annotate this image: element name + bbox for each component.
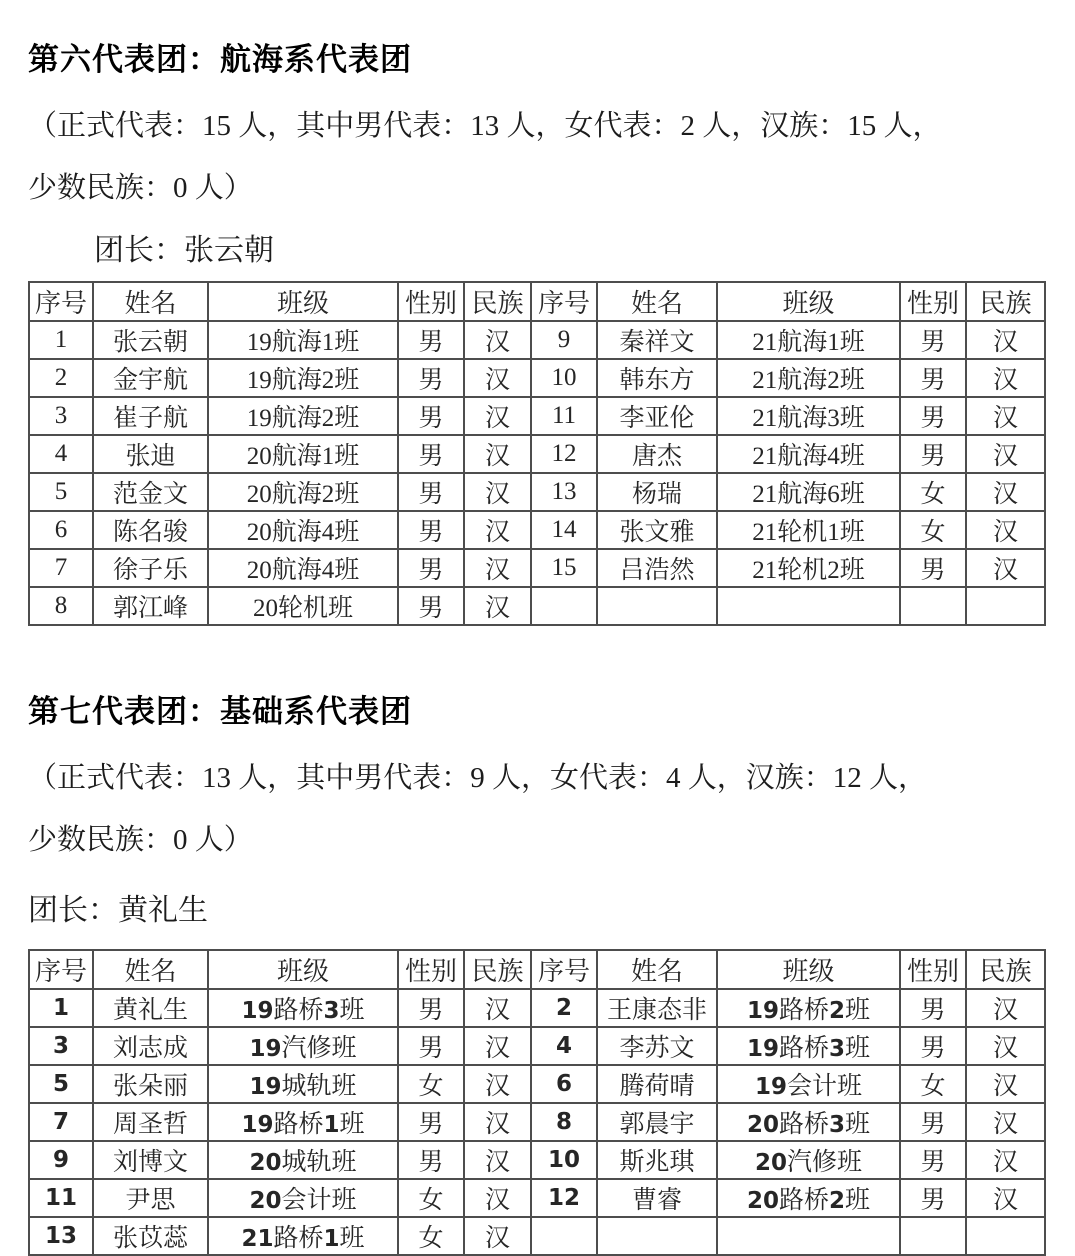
- table-cell: [717, 1217, 900, 1255]
- table-cell: [531, 397, 597, 435]
- table-cell: 范金文: [93, 473, 208, 511]
- numeric-text: 21: [752, 481, 778, 508]
- numeric-text: 21: [752, 367, 778, 394]
- table-cell: 男: [900, 1027, 966, 1065]
- numeric-text: 21: [752, 329, 778, 356]
- numeric-text: 10: [551, 364, 577, 391]
- table-row: [29, 587, 1045, 625]
- numeric-text: 19: [246, 329, 272, 356]
- table-cell: 女: [398, 1217, 464, 1255]
- table-cell: 王康态非: [597, 989, 717, 1027]
- table-cell: 男: [900, 989, 966, 1027]
- numeric-text: 8: [555, 1109, 572, 1135]
- numeric-text: 6: [54, 516, 68, 543]
- numeric-text: 19: [746, 998, 779, 1024]
- table-cell: 汉: [966, 549, 1045, 587]
- numeric-text: 2: [829, 998, 846, 1024]
- table-cell: 汉: [464, 321, 531, 359]
- table-cell: [717, 587, 900, 625]
- summary-line-2: 少数民族：0 人）: [28, 172, 253, 204]
- numeric-text: 1: [827, 329, 840, 356]
- header-cell: 班级: [208, 950, 398, 989]
- table-cell: 李苏文: [597, 1027, 717, 1065]
- numeric-text: 2: [54, 364, 68, 391]
- numeric-text: 1: [54, 326, 68, 353]
- table-cell: 汉: [966, 1065, 1045, 1103]
- table-cell: 20会计班: [208, 1179, 398, 1217]
- numeric-text: 21: [752, 443, 778, 470]
- numeric-text: 7: [54, 554, 68, 581]
- table-cell: [531, 473, 597, 511]
- numeric-text: 2: [321, 481, 335, 508]
- table-row: [29, 549, 1045, 587]
- header-cell: 班级: [717, 282, 900, 321]
- table-cell: 男: [900, 1141, 966, 1179]
- table-cell: 21航海6班: [717, 473, 900, 511]
- table-cell: 腾荷晴: [597, 1065, 717, 1103]
- summary-line-1: （正式代表：15 人，其中男代表：13 人，女代表：2 人，汉族：15 人，: [28, 110, 942, 142]
- table-cell: 20汽修班: [717, 1141, 900, 1179]
- numeric-text: 2: [829, 1188, 846, 1214]
- section-title: 第七代表团：基础系代表团: [28, 694, 412, 730]
- numeric-text: 8: [54, 592, 68, 619]
- table-cell: [966, 587, 1045, 625]
- numeric-text: 4: [321, 557, 335, 584]
- summary-line-2: 少数民族：0 人）: [28, 824, 253, 856]
- table-cell: [29, 473, 93, 511]
- numeric-text: 21: [241, 1226, 274, 1252]
- table-cell: 汉: [464, 1179, 531, 1217]
- table-cell: 男: [398, 989, 464, 1027]
- numeric-text: 20: [754, 1150, 787, 1176]
- table-cell: 汉: [464, 1141, 531, 1179]
- table-cell: 男: [900, 549, 966, 587]
- table-cell: [531, 1103, 597, 1141]
- header-cell: 民族: [966, 282, 1045, 321]
- numeric-text: 19: [754, 1074, 787, 1100]
- table-cell: 杨瑞: [597, 473, 717, 511]
- table-cell: 19航海2班: [208, 397, 398, 435]
- table-cell: 汉: [966, 1103, 1045, 1141]
- table-cell: [531, 1141, 597, 1179]
- table-cell: 19城轨班: [208, 1065, 398, 1103]
- table-cell: 汉: [464, 397, 531, 435]
- table-cell: [531, 511, 597, 549]
- table-cell: 男: [398, 1027, 464, 1065]
- numeric-text: 21: [752, 405, 778, 432]
- table-cell: 刘志成: [93, 1027, 208, 1065]
- numeric-text: 21: [752, 519, 778, 546]
- table-cell: 20航海2班: [208, 473, 398, 511]
- table-cell: 秦祥文: [597, 321, 717, 359]
- table-cell: [29, 435, 93, 473]
- table-cell: [531, 587, 597, 625]
- numeric-text: 2: [827, 557, 840, 584]
- table-cell: [29, 1179, 93, 1217]
- table-cell: 汉: [966, 511, 1045, 549]
- table-cell: 曹睿: [597, 1179, 717, 1217]
- table-cell: 韩东方: [597, 359, 717, 397]
- table-cell: 男: [900, 359, 966, 397]
- numeric-text: 20: [246, 443, 272, 470]
- table-row: [29, 989, 1045, 1027]
- table-cell: 张迪: [93, 435, 208, 473]
- table-cell: 19航海1班: [208, 321, 398, 359]
- numeric-text: 5: [52, 1071, 69, 1097]
- table-cell: 男: [900, 1179, 966, 1217]
- table-cell: 男: [900, 397, 966, 435]
- table-cell: 汉: [966, 1141, 1045, 1179]
- numeric-text: 19: [746, 1036, 779, 1062]
- numeric-text: 2: [321, 367, 335, 394]
- header-cell: 民族: [464, 282, 531, 321]
- table-row: [29, 1141, 1045, 1179]
- table-cell: 女: [900, 511, 966, 549]
- numeric-text: 9: [52, 1147, 69, 1173]
- table-row: [29, 511, 1045, 549]
- table-cell: [966, 1217, 1045, 1255]
- header-cell: 序号: [531, 282, 597, 321]
- table-cell: [531, 1027, 597, 1065]
- table-row: [29, 1065, 1045, 1103]
- numeric-text: 20: [246, 557, 272, 584]
- table-cell: 女: [900, 1065, 966, 1103]
- table-cell: 汉: [464, 1065, 531, 1103]
- table-cell: 汉: [966, 989, 1045, 1027]
- table-cell: [29, 321, 93, 359]
- numeric-text: 19: [249, 1074, 282, 1100]
- numeric-text: 20: [246, 481, 272, 508]
- header-cell: 序号: [29, 950, 93, 989]
- delegation-summary: [28, 747, 1045, 871]
- delegation-summary: [28, 95, 1045, 219]
- numeric-text: 20: [746, 1112, 779, 1138]
- table-cell: 周圣哲: [93, 1103, 208, 1141]
- table-cell: 斯兆琪: [597, 1141, 717, 1179]
- table-cell: 陈名骏: [93, 511, 208, 549]
- numeric-text: 3: [829, 1112, 846, 1138]
- table-cell: 汉: [464, 1027, 531, 1065]
- table-cell: 汉: [464, 1103, 531, 1141]
- table-cell: [531, 359, 597, 397]
- table-cell: 唐杰: [597, 435, 717, 473]
- numeric-text: 4: [54, 440, 68, 467]
- numeric-text: 4: [321, 519, 335, 546]
- table-cell: [531, 1217, 597, 1255]
- table-cell: [531, 1179, 597, 1217]
- table-cell: 汉: [966, 359, 1045, 397]
- numeric-text: 7: [52, 1109, 69, 1135]
- numeric-text: 12: [547, 1185, 580, 1211]
- section-gap: [28, 626, 1045, 686]
- numeric-text: 19: [241, 1112, 274, 1138]
- table-cell: 19路桥2班: [717, 989, 900, 1027]
- numeric-text: 6: [827, 481, 840, 508]
- table-cell: 21路桥1班: [208, 1217, 398, 1255]
- table-cell: 吕浩然: [597, 549, 717, 587]
- numeric-text: 1: [323, 1226, 340, 1252]
- table-cell: 19会计班: [717, 1065, 900, 1103]
- table-cell: 20城轨班: [208, 1141, 398, 1179]
- table-cell: 汉: [464, 359, 531, 397]
- numeric-text: 13: [551, 478, 577, 505]
- table-cell: 20航海4班: [208, 511, 398, 549]
- numeric-text: 20: [249, 1188, 282, 1214]
- numeric-text: 11: [551, 402, 577, 429]
- table-cell: 汉: [966, 473, 1045, 511]
- numeric-text: 3: [827, 405, 840, 432]
- numeric-text: 19: [241, 998, 274, 1024]
- table-row: [29, 359, 1045, 397]
- table-cell: 男: [398, 435, 464, 473]
- table-cell: 张苡蕊: [93, 1217, 208, 1255]
- numeric-text: 21: [752, 557, 778, 584]
- table-cell: 男: [398, 1103, 464, 1141]
- table-cell: 男: [398, 1141, 464, 1179]
- table-cell: 男: [398, 321, 464, 359]
- table-cell: 女: [398, 1065, 464, 1103]
- table-cell: 汉: [464, 435, 531, 473]
- table-row: [29, 1103, 1045, 1141]
- table-cell: 21航海2班: [717, 359, 900, 397]
- numeric-text: 4: [555, 1033, 572, 1059]
- delegation-7-roster-table: [28, 949, 1046, 1256]
- table-row: [29, 1027, 1045, 1065]
- header-cell: 姓名: [93, 282, 208, 321]
- header-cell: 民族: [464, 950, 531, 989]
- table-cell: 汉: [966, 435, 1045, 473]
- table-cell: 20航海4班: [208, 549, 398, 587]
- table-cell: [29, 989, 93, 1027]
- table-cell: [531, 989, 597, 1027]
- table-cell: 男: [398, 397, 464, 435]
- table-cell: 20轮机班: [208, 587, 398, 625]
- table-cell: 汉: [966, 397, 1045, 435]
- table-cell: 男: [900, 321, 966, 359]
- numeric-text: 2: [555, 995, 572, 1021]
- table-cell: 汉: [966, 1027, 1045, 1065]
- header-cell: 姓名: [93, 950, 208, 989]
- delegation-leader: 团长：黄礼生: [28, 894, 208, 927]
- delegation-leader: 团长：张云朝: [94, 234, 274, 267]
- table-cell: 郭江峰: [93, 587, 208, 625]
- table-cell: 男: [398, 473, 464, 511]
- table-cell: 21航海1班: [717, 321, 900, 359]
- numeric-text: 19: [246, 367, 272, 394]
- table-cell: 女: [900, 473, 966, 511]
- table-cell: 19航海2班: [208, 359, 398, 397]
- header-cell: 班级: [208, 282, 398, 321]
- delegation-6-roster-table: [28, 281, 1046, 626]
- table-header-row: [29, 282, 1045, 321]
- table-cell: [900, 587, 966, 625]
- table-cell: 19路桥1班: [208, 1103, 398, 1141]
- table-cell: 19路桥3班: [208, 989, 398, 1027]
- header-cell: 性别: [398, 950, 464, 989]
- numeric-text: 3: [54, 402, 68, 429]
- numeric-text: 4: [827, 443, 840, 470]
- table-cell: 19路桥3班: [717, 1027, 900, 1065]
- table-row: [29, 1179, 1045, 1217]
- table-cell: [29, 587, 93, 625]
- table-cell: 20路桥3班: [717, 1103, 900, 1141]
- numeric-text: 19: [249, 1036, 282, 1062]
- table-cell: 张云朝: [93, 321, 208, 359]
- numeric-text: 11: [44, 1185, 77, 1211]
- table-cell: 21航海4班: [717, 435, 900, 473]
- numeric-text: 1: [323, 1112, 340, 1138]
- table-cell: [29, 1065, 93, 1103]
- table-cell: 徐子乐: [93, 549, 208, 587]
- header-cell: 性别: [900, 950, 966, 989]
- table-cell: 男: [398, 549, 464, 587]
- table-cell: 汉: [464, 511, 531, 549]
- table-row: [29, 473, 1045, 511]
- table-cell: 崔子航: [93, 397, 208, 435]
- numeric-text: 15: [551, 554, 577, 581]
- numeric-text: 9: [557, 326, 571, 353]
- section-title: 第六代表团：航海系代表团: [28, 42, 412, 78]
- table-cell: 21轮机1班: [717, 511, 900, 549]
- numeric-text: 2: [321, 405, 335, 432]
- numeric-text: 6: [555, 1071, 572, 1097]
- table-cell: 汉: [966, 321, 1045, 359]
- numeric-text: 19: [246, 405, 272, 432]
- header-cell: 姓名: [597, 950, 717, 989]
- table-cell: [29, 1141, 93, 1179]
- numeric-text: 14: [551, 516, 577, 543]
- table-cell: 刘博文: [93, 1141, 208, 1179]
- section-delegation-7: [28, 686, 1045, 1256]
- header-cell: 班级: [717, 950, 900, 989]
- table-header-row: [29, 950, 1045, 989]
- table-cell: 张文雅: [597, 511, 717, 549]
- table-cell: 21航海3班: [717, 397, 900, 435]
- header-cell: 姓名: [597, 282, 717, 321]
- table-row: [29, 435, 1045, 473]
- numeric-text: 3: [52, 1033, 69, 1059]
- table-cell: [597, 587, 717, 625]
- table-cell: 19汽修班: [208, 1027, 398, 1065]
- numeric-text: 3: [829, 1036, 846, 1062]
- table-cell: 男: [398, 359, 464, 397]
- table-cell: [531, 321, 597, 359]
- header-cell: 民族: [966, 950, 1045, 989]
- table-cell: 男: [398, 587, 464, 625]
- table-cell: 20路桥2班: [717, 1179, 900, 1217]
- table-cell: 金宇航: [93, 359, 208, 397]
- table-cell: [29, 1217, 93, 1255]
- table-cell: 男: [398, 511, 464, 549]
- header-cell: 性别: [900, 282, 966, 321]
- table-cell: 汉: [464, 549, 531, 587]
- table-cell: 李亚伦: [597, 397, 717, 435]
- table-cell: 张朵丽: [93, 1065, 208, 1103]
- table-cell: [29, 1027, 93, 1065]
- table-cell: 黄礼生: [93, 989, 208, 1027]
- table-cell: [531, 435, 597, 473]
- table-cell: [597, 1217, 717, 1255]
- table-cell: 尹思: [93, 1179, 208, 1217]
- table-cell: 21轮机2班: [717, 549, 900, 587]
- table-row: [29, 1217, 1045, 1255]
- table-cell: [531, 549, 597, 587]
- table-row: [29, 397, 1045, 435]
- table-cell: 郭晨宇: [597, 1103, 717, 1141]
- numeric-text: 20: [252, 595, 278, 622]
- table-cell: [29, 549, 93, 587]
- numeric-text: 1: [321, 329, 335, 356]
- table-cell: [29, 1103, 93, 1141]
- numeric-text: 5: [54, 478, 68, 505]
- numeric-text: 20: [249, 1150, 282, 1176]
- numeric-text: 10: [547, 1147, 580, 1173]
- numeric-text: 2: [827, 367, 840, 394]
- header-cell: 序号: [29, 282, 93, 321]
- section-delegation-6: [28, 34, 1045, 626]
- table-cell: [531, 1065, 597, 1103]
- numeric-text: 12: [551, 440, 577, 467]
- table-cell: 汉: [464, 473, 531, 511]
- table-cell: [900, 1217, 966, 1255]
- numeric-text: 13: [44, 1223, 77, 1249]
- table-cell: 女: [398, 1179, 464, 1217]
- numeric-text: 1: [827, 519, 840, 546]
- header-cell: 性别: [398, 282, 464, 321]
- table-cell: 汉: [464, 1217, 531, 1255]
- numeric-text: 1: [321, 443, 335, 470]
- table-cell: 男: [900, 435, 966, 473]
- numeric-text: 3: [323, 998, 340, 1024]
- table-cell: 汉: [966, 1179, 1045, 1217]
- table-row: [29, 321, 1045, 359]
- table-cell: [29, 397, 93, 435]
- table-cell: 20航海1班: [208, 435, 398, 473]
- table-cell: [29, 511, 93, 549]
- numeric-text: 1: [52, 995, 69, 1021]
- table-cell: 汉: [464, 587, 531, 625]
- table-cell: 男: [900, 1103, 966, 1141]
- summary-line-1: （正式代表：13 人，其中男代表：9 人，女代表：4 人，汉族：12 人，: [28, 762, 928, 794]
- table-cell: [29, 359, 93, 397]
- table-cell: 汉: [464, 989, 531, 1027]
- numeric-text: 20: [246, 519, 272, 546]
- header-cell: 序号: [531, 950, 597, 989]
- numeric-text: 20: [746, 1188, 779, 1214]
